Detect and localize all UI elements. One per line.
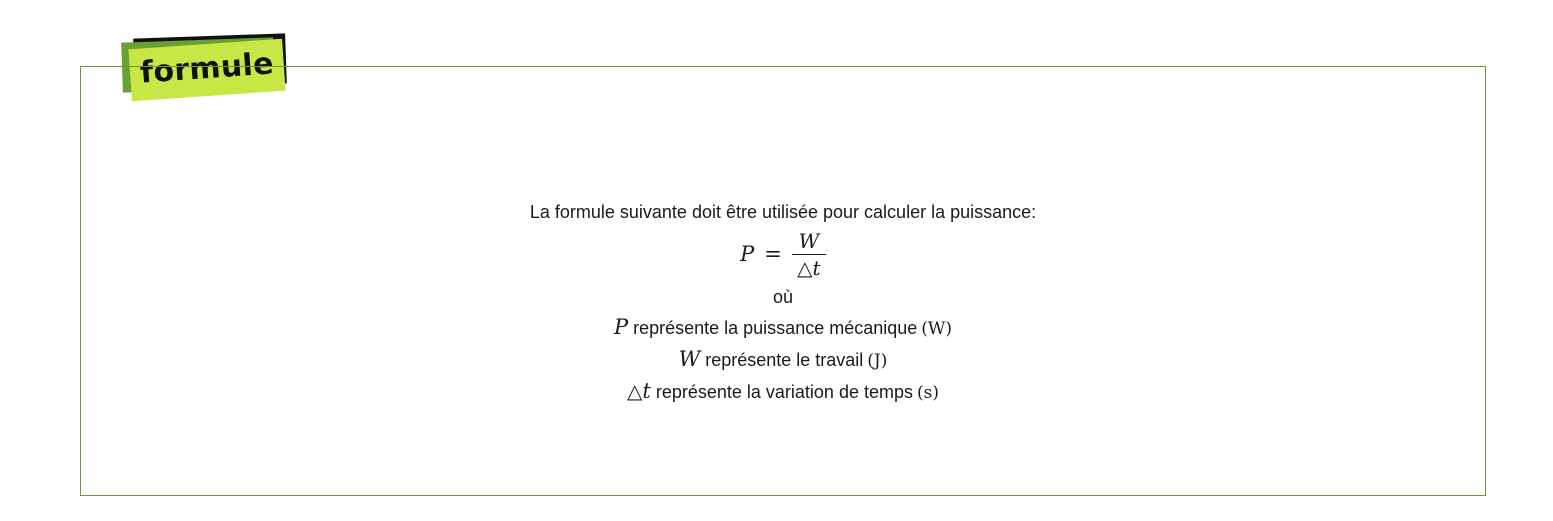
formula-content bbox=[80, 198, 1486, 408]
definition-symbol: P bbox=[613, 315, 629, 339]
definition-line-time bbox=[80, 376, 1486, 408]
definition-unit: (J) bbox=[867, 351, 888, 371]
definition-line-work bbox=[80, 344, 1486, 376]
definition-delta-symbol: △ bbox=[627, 379, 643, 403]
definition-unit: (W) bbox=[921, 319, 953, 339]
definition-line-power bbox=[80, 312, 1486, 344]
definition-unit: (s) bbox=[917, 383, 939, 403]
formula-denominator bbox=[797, 255, 820, 279]
definition-symbol: W bbox=[678, 347, 701, 371]
definition-text: représente le travail bbox=[705, 350, 864, 370]
intro-text: La formule suivante doit être utilisée pour calculer la puissance: bbox=[529, 202, 1037, 222]
denominator-variable: t bbox=[812, 255, 821, 280]
formula-lhs: P bbox=[740, 242, 755, 266]
power-formula bbox=[80, 226, 1486, 282]
definition-text: représente la variation de temps bbox=[655, 382, 913, 402]
formula-numerator: W bbox=[798, 228, 820, 253]
formula-equals: = bbox=[764, 242, 782, 266]
tag-label: formule bbox=[138, 46, 275, 91]
definition-symbol: t bbox=[642, 379, 651, 403]
formula-fraction bbox=[792, 230, 826, 279]
definition-text: représente la puissance mécanique bbox=[633, 318, 918, 338]
where-text: où bbox=[772, 287, 794, 307]
delta-symbol: △ bbox=[797, 255, 813, 280]
